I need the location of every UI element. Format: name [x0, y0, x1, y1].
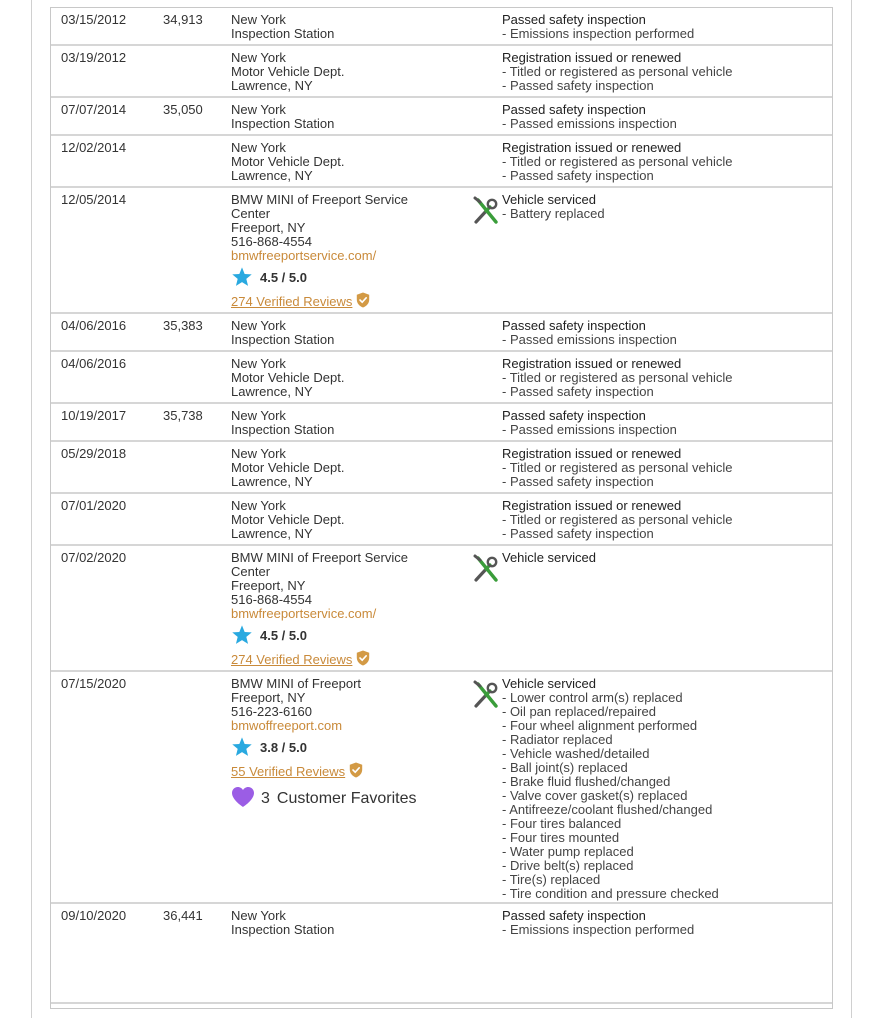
- source-line: Motor Vehicle Dept.: [231, 370, 345, 385]
- source-line: Inspection Station: [231, 922, 335, 937]
- table-row: [51, 188, 832, 314]
- event-detail: - Ball joint(s) replaced: [502, 760, 628, 775]
- verified-reviews-link[interactable]: 274 Verified Reviews: [231, 651, 353, 667]
- event-detail: - Emissions inspection performed: [502, 26, 695, 41]
- dealer-website-link[interactable]: bmwfreeportservice.com/: [231, 606, 377, 621]
- event-detail: - Titled or registered as personal vehicle: [502, 370, 733, 385]
- table-row: [51, 352, 832, 404]
- record-date: 10/19/2017: [61, 408, 127, 423]
- reviews-row: [231, 650, 461, 669]
- wrench-screwdriver-icon: [472, 680, 500, 710]
- record-event: [502, 499, 733, 541]
- source-line: Lawrence, NY: [231, 526, 313, 541]
- event-title: Vehicle serviced: [502, 676, 596, 691]
- event-detail: - Passed emissions inspection: [502, 116, 677, 131]
- record-odometer: 35,738: [163, 408, 203, 423]
- source-line: Motor Vehicle Dept.: [231, 154, 345, 169]
- source-line: BMW MINI of Freeport: [231, 676, 362, 691]
- source-line: 516-868-4554: [231, 234, 312, 249]
- record-event: [502, 677, 719, 901]
- event-detail: - Four tires balanced: [502, 816, 622, 831]
- event-detail: - Emissions inspection performed: [502, 922, 695, 937]
- source-line: New York: [231, 318, 286, 333]
- event-title: Passed safety inspection: [502, 908, 646, 923]
- record-source: [231, 409, 461, 437]
- record-date: 07/02/2020: [61, 550, 127, 565]
- record-date: 04/06/2016: [61, 356, 127, 371]
- event-detail: - Passed emissions inspection: [502, 422, 677, 437]
- page-border-right: [851, 0, 852, 1018]
- record-source: [231, 51, 461, 93]
- record-date: 09/10/2020: [61, 908, 127, 923]
- dealer-website-link[interactable]: bmwfreeportservice.com/: [231, 248, 377, 263]
- source-line: BMW MINI of Freeport Service: [231, 550, 408, 565]
- source-line: New York: [231, 356, 286, 371]
- dealer-rating: [231, 267, 461, 289]
- table-row: [51, 8, 832, 46]
- source-line: New York: [231, 408, 286, 423]
- record-date: 12/05/2014: [61, 192, 127, 207]
- event-detail: - Oil pan replaced/repaired: [502, 704, 656, 719]
- record-source: [231, 551, 461, 669]
- favorites-count: 3: [261, 789, 270, 807]
- rating-value: 4.5 / 5.0: [260, 628, 307, 643]
- source-line: New York: [231, 498, 286, 513]
- source-line: Center: [231, 564, 271, 579]
- event-detail: - Tire(s) replaced: [502, 872, 601, 887]
- source-line: Freeport, NY: [231, 578, 306, 593]
- record-source: [231, 319, 461, 347]
- shield-check-icon: [352, 292, 370, 311]
- source-line: BMW MINI of Freeport Service: [231, 192, 408, 207]
- page-border-left: [31, 0, 32, 1018]
- verified-reviews-link[interactable]: 274 Verified Reviews: [231, 293, 353, 309]
- event-title: Vehicle serviced: [502, 192, 596, 207]
- source-line: 516-223-6160: [231, 704, 312, 719]
- event-title: Vehicle serviced: [502, 550, 596, 565]
- source-line: New York: [231, 102, 286, 117]
- table-row: [51, 314, 832, 352]
- event-title: Passed safety inspection: [502, 12, 646, 27]
- record-source: [231, 141, 461, 183]
- source-line: Center: [231, 206, 271, 221]
- table-row: [51, 546, 832, 672]
- source-line: Motor Vehicle Dept.: [231, 460, 345, 475]
- source-line: Lawrence, NY: [231, 384, 313, 399]
- source-line: Motor Vehicle Dept.: [231, 64, 345, 79]
- table-row: [51, 494, 832, 546]
- wrench-screwdriver-icon: [472, 196, 500, 226]
- event-detail: - Four tires mounted: [502, 830, 620, 845]
- star-icon: [231, 624, 260, 649]
- record-event: [502, 51, 733, 93]
- record-date: 03/19/2012: [61, 50, 127, 65]
- event-detail: - Titled or registered as personal vehicle: [502, 154, 733, 169]
- source-line: New York: [231, 12, 286, 27]
- favorites-label: Customer Favorites: [276, 789, 417, 807]
- record-date: 03/15/2012: [61, 12, 127, 27]
- event-detail: - Passed safety inspection: [502, 168, 654, 183]
- source-line: Inspection Station: [231, 116, 335, 131]
- dealer-rating: [231, 625, 461, 647]
- event-title: Registration issued or renewed: [502, 356, 682, 371]
- record-event: [502, 193, 605, 221]
- event-title: Registration issued or renewed: [502, 498, 682, 513]
- source-line: New York: [231, 908, 286, 923]
- table-row: [51, 904, 832, 1004]
- source-line: Lawrence, NY: [231, 168, 313, 183]
- record-source: [231, 499, 461, 541]
- event-detail: - Titled or registered as personal vehicle: [502, 64, 733, 79]
- record-event: [502, 103, 677, 131]
- table-row: [51, 136, 832, 188]
- source-line: New York: [231, 140, 286, 155]
- event-title: Passed safety inspection: [502, 318, 646, 333]
- event-title: Registration issued or renewed: [502, 140, 682, 155]
- verified-reviews-link[interactable]: 55 Verified Reviews: [231, 763, 346, 779]
- record-odometer: 35,050: [163, 102, 203, 117]
- event-detail: - Passed safety inspection: [502, 384, 654, 399]
- source-line: New York: [231, 50, 286, 65]
- record-event: [502, 357, 733, 399]
- record-date: 05/29/2018: [61, 446, 127, 461]
- record-date: 07/15/2020: [61, 676, 127, 691]
- record-event: [502, 319, 677, 347]
- event-detail: - Four wheel alignment performed: [502, 718, 698, 733]
- source-line: Inspection Station: [231, 26, 335, 41]
- record-odometer: 36,441: [163, 908, 203, 923]
- source-line: Inspection Station: [231, 332, 335, 347]
- table-row: [51, 442, 832, 494]
- event-title: Registration issued or renewed: [502, 446, 682, 461]
- event-detail: - Tire condition and pressure checked: [502, 886, 719, 901]
- record-source: [231, 677, 461, 811]
- source-line: Motor Vehicle Dept.: [231, 512, 345, 527]
- record-date: 07/07/2014: [61, 102, 127, 117]
- wrench-screwdriver-icon: [472, 554, 500, 584]
- event-detail: - Battery replaced: [502, 206, 605, 221]
- source-line: Freeport, NY: [231, 220, 306, 235]
- event-detail: - Passed safety inspection: [502, 78, 654, 93]
- dealer-website-link[interactable]: bmwoffreeport.com: [231, 718, 343, 733]
- record-source: [231, 103, 461, 131]
- source-line: New York: [231, 446, 286, 461]
- event-detail: - Passed safety inspection: [502, 526, 654, 541]
- record-source: [231, 447, 461, 489]
- reviews-row: [231, 292, 461, 311]
- record-event: [502, 409, 677, 437]
- event-detail: - Titled or registered as personal vehicle: [502, 512, 733, 527]
- source-line: Lawrence, NY: [231, 78, 313, 93]
- record-date: 04/06/2016: [61, 318, 127, 333]
- event-title: Registration issued or renewed: [502, 50, 682, 65]
- rating-value: 3.8 / 5.0: [260, 740, 307, 755]
- table-row: [51, 46, 832, 98]
- shield-check-icon: [352, 650, 370, 669]
- event-detail: - Antifreeze/coolant flushed/changed: [502, 802, 713, 817]
- star-icon: [231, 266, 260, 291]
- record-source: [231, 357, 461, 399]
- record-event: [502, 13, 694, 41]
- source-line: Lawrence, NY: [231, 474, 313, 489]
- event-detail: - Passed safety inspection: [502, 474, 654, 489]
- record-source: [231, 193, 461, 311]
- table-row: [51, 98, 832, 136]
- record-event: [502, 141, 733, 183]
- event-detail: - Water pump replaced: [502, 844, 634, 859]
- event-detail: - Passed emissions inspection: [502, 332, 677, 347]
- record-date: 07/01/2020: [61, 498, 127, 513]
- event-detail: - Valve cover gasket(s) replaced: [502, 788, 688, 803]
- star-icon: [231, 736, 260, 761]
- event-title: Passed safety inspection: [502, 102, 646, 117]
- heart-icon: [231, 786, 261, 811]
- record-odometer: 35,383: [163, 318, 203, 333]
- record-event: [502, 909, 694, 937]
- customer-favorites: [231, 786, 461, 811]
- record-event: [502, 551, 596, 565]
- record-event: [502, 447, 733, 489]
- source-line: Freeport, NY: [231, 690, 306, 705]
- event-detail: - Radiator replaced: [502, 732, 613, 747]
- table-row: [51, 672, 832, 904]
- record-date: 12/02/2014: [61, 140, 127, 155]
- event-detail: - Brake fluid flushed/changed: [502, 774, 671, 789]
- rating-value: 4.5 / 5.0: [260, 270, 307, 285]
- event-detail: - Drive belt(s) replaced: [502, 858, 634, 873]
- event-detail: - Vehicle washed/detailed: [502, 746, 650, 761]
- source-line: 516-868-4554: [231, 592, 312, 607]
- event-title: Passed safety inspection: [502, 408, 646, 423]
- event-detail: - Titled or registered as personal vehicle: [502, 460, 733, 475]
- reviews-row: [231, 762, 461, 781]
- record-odometer: 34,913: [163, 12, 203, 27]
- record-source: [231, 13, 461, 41]
- vehicle-history-table: [50, 7, 833, 1009]
- shield-check-icon: [345, 762, 363, 781]
- dealer-rating: [231, 737, 461, 759]
- table-row: [51, 404, 832, 442]
- source-line: Inspection Station: [231, 422, 335, 437]
- event-detail: - Lower control arm(s) replaced: [502, 690, 683, 705]
- record-source: [231, 909, 461, 937]
